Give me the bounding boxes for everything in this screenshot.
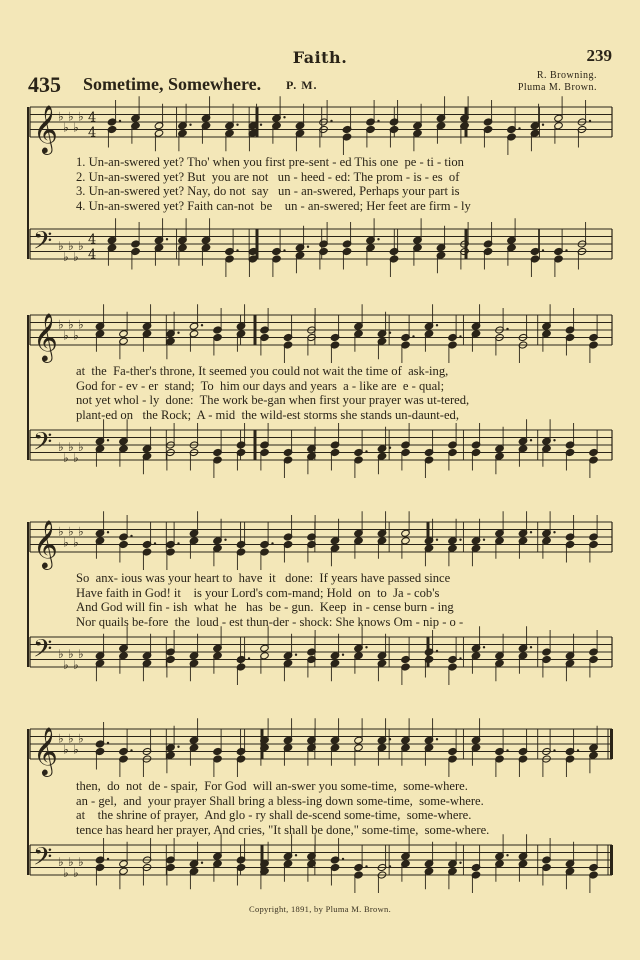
key-flat-icon: ♭ <box>73 328 79 343</box>
note-dot <box>236 249 238 251</box>
note-dot <box>436 324 438 326</box>
hymn-meter: P. M. <box>286 78 318 92</box>
note-dot <box>436 738 438 740</box>
lyric-line: So anx- ious was your heart to have it done: If years have passed since <box>76 571 451 585</box>
note-dot <box>377 120 379 122</box>
time-signature: 4 <box>88 232 97 248</box>
note-dot <box>483 646 485 648</box>
key-flat-icon: ♭ <box>58 109 64 124</box>
key-flat-icon: ♭ <box>73 866 79 880</box>
hymn-title: Sometime, Somewhere. <box>83 74 262 94</box>
key-flat-icon: ♭ <box>73 658 79 672</box>
note-dot <box>107 858 109 860</box>
key-flat-icon: ♭ <box>68 439 74 454</box>
note-dot <box>119 120 121 122</box>
time-signature: 4 <box>88 125 97 141</box>
note-dot <box>506 328 508 330</box>
key-flat-icon: ♭ <box>58 439 64 454</box>
bass-clef-icon: 𝄢 <box>33 427 53 463</box>
note-dot <box>107 742 109 744</box>
key-flat-icon: ♭ <box>63 742 69 757</box>
key-flat-icon: ♭ <box>78 854 84 869</box>
key-flat-icon: ♭ <box>63 120 69 135</box>
note-dot <box>542 249 544 251</box>
note-dot <box>530 646 532 648</box>
key-flat-icon: ♭ <box>58 524 64 539</box>
bass-clef-icon: 𝄢 <box>33 226 53 262</box>
lyricist-credit: R. Browning. <box>536 70 597 81</box>
key-flat-icon: ♭ <box>68 238 74 253</box>
note-dot <box>107 439 109 441</box>
note-dot <box>542 124 544 126</box>
note-dot <box>506 854 508 856</box>
note-dot <box>295 654 297 656</box>
key-flat-icon: ♭ <box>78 731 84 746</box>
hymn-number: 435 <box>28 72 61 97</box>
copyright-notice: Copyright, 1891, by Pluma M. Brown. <box>248 904 392 914</box>
key-flat-icon: ♭ <box>58 646 64 661</box>
key-flat-icon: ♭ <box>63 866 69 880</box>
note-dot <box>154 542 156 544</box>
note-dot <box>389 447 391 449</box>
note-dot <box>365 865 367 867</box>
key-flat-icon: ♭ <box>58 238 64 253</box>
key-flat-icon: ♭ <box>78 109 84 124</box>
key-flat-icon: ♭ <box>78 238 84 253</box>
note-dot <box>459 862 461 864</box>
key-flat-icon: ♭ <box>58 854 64 869</box>
lyric-line: Have faith in God! it is your Lord's com-mand; Hold on to Ja - cob's <box>76 585 440 600</box>
note-dot <box>365 646 367 648</box>
note-dot <box>201 324 203 326</box>
key-flat-icon: ♭ <box>63 535 69 550</box>
key-flat-icon: ♭ <box>73 451 79 465</box>
note-dot <box>506 749 508 751</box>
lyric-line: Nor quails be-fore the loud - est thun-der - shock: She knows Om - nip - o - <box>76 614 464 629</box>
note-dot <box>589 120 591 122</box>
lyric-line: then, do not de - spair, For God will an-swer you some-time, some-where. <box>76 779 468 793</box>
key-flat-icon: ♭ <box>68 109 74 124</box>
note-dot <box>295 854 297 856</box>
note-dot <box>248 657 250 659</box>
key-flat-icon: ♭ <box>78 439 84 454</box>
note-dot <box>365 450 367 452</box>
lyric-line: And God will fin - ish what he has be - gun. Keep in - cense burn - ing <box>76 600 454 615</box>
bass-clef-icon: 𝄢 <box>33 842 53 878</box>
note-dot <box>107 531 109 533</box>
key-flat-icon: ♭ <box>63 658 69 672</box>
note-dot <box>166 238 168 240</box>
key-flat-icon: ♭ <box>73 742 79 757</box>
lyric-line: 4. Un-an-swered yet? Faith can-not be un - an-swered; Her feet are firm - ly <box>76 198 471 213</box>
key-flat-icon: ♭ <box>68 317 74 332</box>
note-dot <box>377 238 379 240</box>
treble-clef-icon: 𝄞 <box>33 312 58 361</box>
note-dot <box>283 249 285 251</box>
key-flat-icon: ♭ <box>68 524 74 539</box>
treble-clef-icon: 𝄞 <box>33 104 58 153</box>
final-barline-thick <box>610 845 613 875</box>
time-signature: 4 <box>88 110 97 126</box>
section-title: Faith. <box>292 48 348 67</box>
note-dot <box>530 439 532 441</box>
final-barline-thick <box>610 729 613 759</box>
note-dot <box>342 654 344 656</box>
key-flat-icon: ♭ <box>78 646 84 661</box>
lyric-line: tence has heard her prayer, And cries, "It shall be done," some-time, some-where. <box>76 822 490 837</box>
treble-clef-icon: 𝄞 <box>33 726 58 775</box>
section-barline <box>254 315 257 345</box>
key-flat-icon: ♭ <box>78 524 84 539</box>
lyric-line: not yet whol - ly done: The work be-gan when first your prayer was ut-tered, <box>76 393 470 408</box>
note-dot <box>553 439 555 441</box>
note-dot <box>177 332 179 334</box>
note-dot <box>459 335 461 337</box>
note-dot <box>553 749 555 751</box>
note-dot <box>260 124 262 126</box>
key-flat-icon: ♭ <box>63 250 69 264</box>
page-number: 239 <box>586 46 612 65</box>
note-dot <box>459 539 461 541</box>
composer-credit: Pluma M. Brown. <box>517 82 597 93</box>
note-dot <box>459 657 461 659</box>
note-dot <box>189 124 191 126</box>
lyric-line: at the Fa-ther's throne, It seemed you could not wait the time of ask-ing, <box>76 364 449 378</box>
note-dot <box>483 539 485 541</box>
note-dot <box>283 116 285 118</box>
note-dot <box>436 650 438 652</box>
lyric-line: an - gel, and your prayer Shall bring a bless-ing down some-time, some-where. <box>76 793 484 808</box>
key-flat-icon: ♭ <box>63 451 69 465</box>
note-dot <box>130 749 132 751</box>
note-dot <box>342 858 344 860</box>
note-dot <box>271 542 273 544</box>
section-barline <box>254 430 257 460</box>
key-flat-icon: ♭ <box>68 854 74 869</box>
note-dot <box>389 332 391 334</box>
note-dot <box>577 749 579 751</box>
key-flat-icon: ♭ <box>58 317 64 332</box>
treble-clef-icon: 𝄞 <box>33 519 58 568</box>
note-dot <box>530 531 532 533</box>
note-dot <box>436 539 438 541</box>
lyric-line: plant-ed on the Rock; A - mid the wild-est storms she stands un-daunt-ed, <box>76 407 460 422</box>
note-dot <box>224 539 226 541</box>
note-dot <box>307 246 309 248</box>
note-dot <box>330 120 332 122</box>
note-dot <box>518 127 520 129</box>
key-flat-icon: ♭ <box>73 535 79 550</box>
note-dot <box>130 535 132 537</box>
key-flat-icon: ♭ <box>78 317 84 332</box>
note-dot <box>389 865 391 867</box>
lyric-line: 1. Un-an-swered yet? Tho' when you first pre-sent - ed This one pe - ti - tion <box>76 155 464 169</box>
note-dot <box>565 249 567 251</box>
bass-clef-icon: 𝄢 <box>33 634 53 670</box>
lyric-line: 3. Un-an-swered yet? Nay, do not say un - an-swered, Perhaps your part is <box>76 184 460 199</box>
note-dot <box>553 531 555 533</box>
note-dot <box>412 335 414 337</box>
note-dot <box>236 124 238 126</box>
note-dot <box>177 746 179 748</box>
time-signature: 4 <box>88 247 97 263</box>
lyric-line: God for - ev - er stand; To him our days and years a - like are e - qual; <box>76 378 445 393</box>
key-flat-icon: ♭ <box>63 328 69 343</box>
key-flat-icon: ♭ <box>73 120 79 135</box>
key-flat-icon: ♭ <box>68 646 74 661</box>
note-dot <box>177 542 179 544</box>
note-dot <box>201 862 203 864</box>
lyric-line: at the shrine of prayer, And glo - ry shall de-scend some-time, some-where. <box>76 808 472 823</box>
note-dot <box>389 738 391 740</box>
key-flat-icon: ♭ <box>73 250 79 264</box>
lyric-line: 2. Un-an-swered yet? But you are not un - heed - ed: The prom - is - es of <box>76 169 460 184</box>
key-flat-icon: ♭ <box>58 731 64 746</box>
key-flat-icon: ♭ <box>68 731 74 746</box>
